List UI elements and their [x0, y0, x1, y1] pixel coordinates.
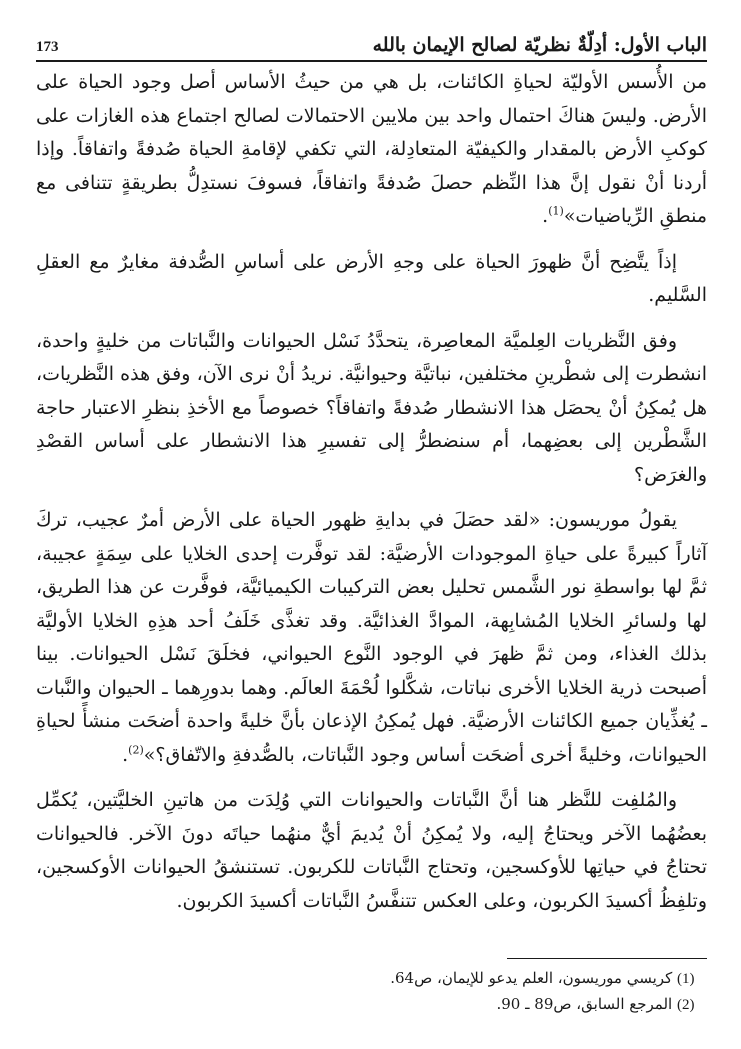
- paragraph-4-tail: .: [122, 743, 129, 766]
- main-text: [36, 66, 707, 930]
- footnote-2: [36, 992, 707, 1018]
- paragraph-4: [36, 504, 707, 772]
- footnote-1-number: (1): [677, 971, 695, 987]
- paragraph-1-text: من الأُسس الأوليّة لحياةِ الكائنات، بل هي من حيثُ الأساس أصل وجود الحياة على الأرض. وليسَ هناكَ احتمال واحد بين ملايين الاحتمالات لصالح اجتماع هذه الغازات على كوكبِ الأرض بالمقدار والكيفيّة المتعادِلة، التي تكفي لإقامةِ الحياة صُدفةً واتفاقاً. وإذا أردنا أنْ نقول إنَّ هذا النِّظم حصلَ صُدفةً واتفاقاً، فسوفَ نستدِلُّ بطريقةٍ تتنافى مع منطقِ الرِّياضيات»: [36, 71, 707, 227]
- footnote-1-text: كريسي موريسون، العلم يدعو للإيمان، ص64.: [390, 969, 673, 987]
- chapter-title: الباب الأول: أدِلّةٌ نظريّة لصالح الإيمان بالله: [372, 34, 707, 56]
- paragraph-5-text: والمُلفِت للنَّظر هنا أنَّ النَّباتات والحيوانات التي وُلِدَت من هاتينِ الخليَّتين، يُكمِّل بعضُهُما الآخر ويحتاجُ إليه، ولا يُمكِنُ أنْ يُديمَ أيٌّ منهُما حياتَه دونَ الآخر. فالحيوانات تحتاجُ في حياتِها للأوكسجين، وتحتاج النَّباتات للكربون. تستنشقُ الحيوانات الأوكسجين، وتلفِظُ أكسيدَ الكربون، وعلى العكس تتنفَّسُ النَّباتات أكسيدَ الكربون.: [36, 789, 707, 912]
- footnote-ref-1: (1): [548, 204, 564, 218]
- paragraph-2: [36, 246, 707, 313]
- footnote-ref-2: (2): [128, 743, 144, 757]
- footnote-divider: [507, 958, 707, 959]
- paragraph-2-text: إذاً يتَّضِح أنَّ ظهورَ الحياة على وجهِ الأرض على أساسِ الصُّدفة مغايرٌ مع العقلِ السَّليم.: [36, 250, 707, 306]
- footnote-1: [36, 966, 707, 992]
- paragraph-1-tail: .: [542, 205, 549, 227]
- paragraph-1: [36, 66, 707, 234]
- footnote-2-text: المرجع السابق، ص89 ـ 90.: [496, 995, 673, 1013]
- running-header: [36, 20, 707, 62]
- page-number: 173: [36, 39, 59, 55]
- paragraph-4-text: يقولُ موريسون: «لقد حصَلَ في بدايةِ ظهور الحياة على الأرض أمرٌ عجيب، تركَ آثاراً كبيرةً على حياةِ الموجودات الأرضيَّة: لقد توفَّرت إحدى الخلايا على سِمَةٍ عجيبة، ثمَّ لها بواسطةِ نور الشَّمس تحليل بعض التركيبات الكيميائيَّة، فوفَّرت عن هذا الطريق، لها ولسائرِ الخلايا المُشابِهة، الموادَّ الغذائيَّة. وقد تغذَّى خَلَفُ أحد هذِهِ الخلايا الأوليَّة بذلك الغذاء، ومن ثمَّ ظهرَ في الوجود النَّوع الحيواني، فخلَقَ نَسْل الحيوانات. بينا أصبحت ذرية الخلايا الأخرى نباتات، شكَّلوا لُحْمَةَ العالَم. وهما بدورِهما ـ الحيوان والنَّبات ـ يُغذِّيان جميع الكائنات الأرضيَّة. فهل يُمكِنُ الإذعان بأنَّ خليةً واحدة أضحَت منشأً لحياةِ الحيوانات، وخليةً أخرى أضحَت أساس وجود النَّباتات، بالصُّدفةِ والاتّفاق؟»: [36, 509, 707, 766]
- paragraph-3: [36, 325, 707, 493]
- footnote-2-number: (2): [677, 997, 695, 1013]
- paragraph-3-text: وفق النَّظريات العِلميَّة المعاصِرة، يتحدَّدُ نَسْل الحيوانات والنَّباتات من خليةٍ واحدة، انشطرت إلى شطْرينِ مختلفين، نباتيَّة وحيوانيَّة. نريدُ أنْ نرى الآن، وفق هذه النَّظريات، هل يُمكِنُ أنْ يحصَل هذا الانشطار صُدفةً واتفاقاً؟ خصوصاً مع الأخذِ بنظرِ الاعتبار حاجة الشَّطْرين إلى بعضِهما، أم سنضطرُّ إلى تفسيرِ هذا الانشطار على أساس القصْدِ والغرَض؟: [36, 329, 707, 486]
- paragraph-5: [36, 784, 707, 918]
- footnotes: [36, 966, 707, 1018]
